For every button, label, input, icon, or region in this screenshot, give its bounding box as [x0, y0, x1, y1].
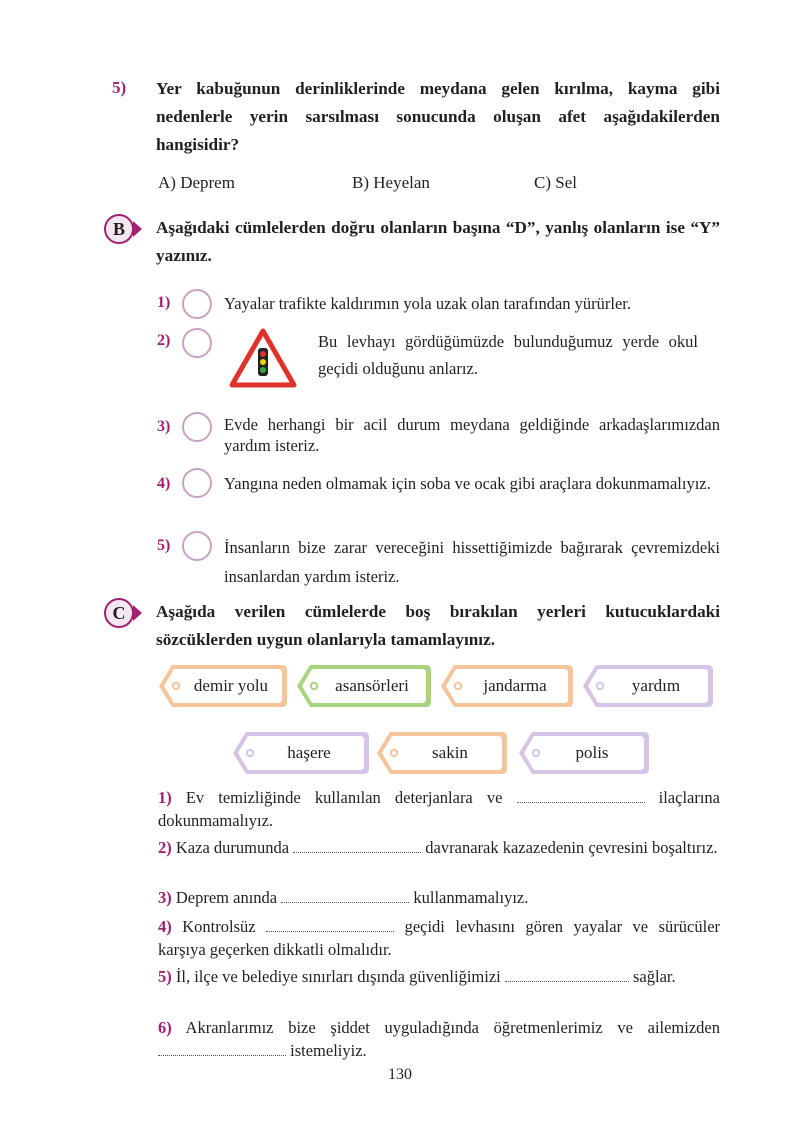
sentence-text-before: Deprem anında	[175, 888, 278, 907]
option-a[interactable]: A) Deprem	[158, 173, 235, 192]
statement-number: 2)	[157, 332, 171, 349]
fill-sentence-5	[158, 965, 720, 988]
tag-hole-icon	[173, 683, 179, 689]
option-b[interactable]: B) Heyelan	[352, 173, 430, 192]
answer-circle-3[interactable]	[182, 412, 212, 442]
tag-hole-icon	[247, 750, 253, 756]
sentence-text-after: geçidi levhasını gören yayalar ve sürücüler karşıya geçerken dikkatli olmalıdır.	[158, 917, 721, 959]
statement-number: 1)	[157, 294, 171, 311]
blank-field[interactable]	[266, 930, 394, 932]
fill-sentence-3	[158, 886, 720, 909]
arrow-icon	[133, 605, 143, 621]
fill-sentence-2	[158, 836, 720, 859]
arrow-icon	[133, 221, 143, 237]
sentence-text-after: ilaçlarına dokunmamalıyız.	[158, 788, 721, 830]
question-number: 5)	[112, 78, 127, 97]
statement-3: Evde herhangi bir acil durum meydana geldiğinde arkadaşlarımızdan yardım isteriz.	[224, 415, 720, 455]
word-tag[interactable]	[518, 731, 650, 775]
sentence-number: 1)	[158, 788, 172, 807]
statement-2: Bu levhayı gördüğümüzde bulunduğumuz yerde okul geçidi olduğunu anlarız.	[318, 332, 698, 378]
section-b-instruction: Aşağıdaki cümlelerden doğru olanların başına “D”, yanlış olanların ise “Y” yazınız.	[156, 218, 720, 265]
word-tag[interactable]	[440, 664, 574, 708]
word-tag[interactable]	[158, 664, 288, 708]
sentence-text-before: Kaza durumunda	[175, 838, 290, 857]
fill-sentence-6	[158, 1016, 720, 1062]
blank-field[interactable]	[293, 851, 421, 853]
option-c[interactable]: C) Sel	[534, 173, 577, 192]
tag-hole-icon	[597, 683, 603, 689]
tag-hole-icon	[533, 750, 539, 756]
tag-hole-icon	[455, 683, 461, 689]
question-text: Yer kabuğunun derinliklerinde meydana gelen kırılma, kayma gibi nedenlerle yerin sarsılması sonucunda oluşan afet aşağıdakilerden hangisidir?	[156, 79, 720, 154]
sentence-number: 2)	[158, 838, 172, 857]
section-c-instruction: Aşağıda verilen cümlelerde boş bırakılan yerleri kutucuklardaki sözcüklerden uygun olanlarıyla tamamlayınız.	[156, 602, 720, 649]
sentence-number: 5)	[158, 967, 172, 986]
sentence-text-before: İl, ilçe ve belediye sınırları dışında güvenliğimizi	[175, 967, 501, 986]
traffic-light-warning-sign-icon	[229, 328, 297, 388]
sentence-number: 6)	[158, 1018, 172, 1037]
word-tag-label: demir yolu	[193, 676, 269, 695]
blank-field[interactable]	[281, 901, 409, 903]
sentence-number: 4)	[158, 917, 172, 936]
word-tag-label: haşere	[287, 743, 331, 762]
statement-5: İnsanların bize zarar vereceğini hissettiğimizde bağırarak çevremizdeki insanlardan yardım isteriz.	[224, 538, 720, 586]
statement-number: 3)	[157, 418, 171, 435]
sentence-text-after: sağlar.	[633, 967, 676, 986]
word-tag[interactable]	[232, 731, 370, 775]
blank-field[interactable]	[517, 801, 645, 803]
sentence-text-after: davranarak kazazedenin çevresini boşaltırız.	[425, 838, 718, 857]
sentence-text-before: Akranlarımız bize şiddet uyguladığında öğretmenlerimiz ve ailemizden	[185, 1018, 721, 1037]
statement-number: 5)	[157, 537, 171, 554]
sentence-text-before: Ev temizliğinde kullanılan deterjanlara ve	[185, 788, 503, 807]
section-c-badge: C	[104, 598, 134, 628]
sentence-text-after: kullanmamalıyız.	[413, 888, 529, 907]
word-tag[interactable]	[376, 731, 508, 775]
fill-sentence-4	[158, 915, 720, 961]
answer-circle-5[interactable]	[182, 531, 212, 561]
word-tag-label: jandarma	[483, 676, 547, 695]
sentence-text-before: Kontrolsüz	[182, 917, 256, 936]
word-tag-label: yardım	[631, 676, 681, 695]
word-tag-label: asansörleri	[335, 676, 409, 695]
fill-sentence-1	[158, 786, 720, 832]
answer-circle-2[interactable]	[182, 328, 212, 358]
section-b-badge: B	[104, 214, 134, 244]
statement-1: Yayalar trafikte kaldırımın yola uzak olan tarafından yürürler.	[224, 294, 632, 313]
blank-field[interactable]	[505, 980, 629, 982]
word-tag-label: polis	[575, 743, 609, 762]
statement-number: 4)	[157, 475, 171, 492]
answer-circle-1[interactable]	[182, 289, 212, 319]
blank-field[interactable]	[158, 1054, 286, 1056]
word-tag[interactable]	[582, 664, 714, 708]
statement-4: Yangına neden olmamak için soba ve ocak gibi araçlara dokunmamalıyız.	[224, 474, 711, 493]
tag-hole-icon	[311, 683, 317, 689]
word-tag-label: sakin	[432, 743, 468, 762]
sentence-number: 3)	[158, 888, 172, 907]
sentence-text-after: istemeliyiz.	[290, 1041, 367, 1060]
tag-hole-icon	[391, 750, 397, 756]
answer-circle-4[interactable]	[182, 468, 212, 498]
word-tag[interactable]	[296, 664, 432, 708]
page-number: 130	[388, 1066, 412, 1083]
